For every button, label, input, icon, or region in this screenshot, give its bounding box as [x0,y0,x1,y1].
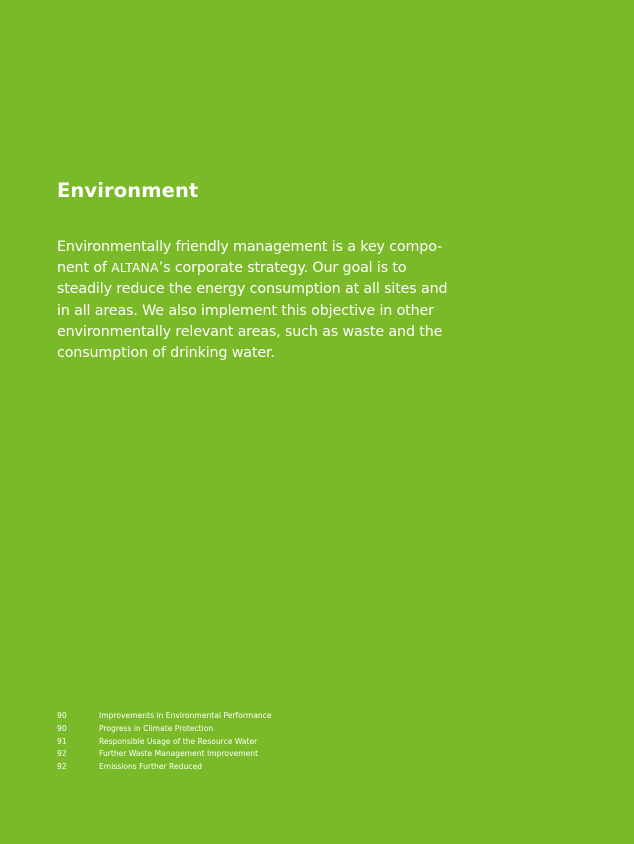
intro-line: environmentally relevant areas, such as waste and the [57,323,443,340]
toc-page-number: 92 [57,762,67,772]
intro-line [57,258,447,279]
section-title: Environment [57,179,199,202]
toc-item[interactable] [57,761,272,774]
table-of-contents [57,710,272,774]
toc-page-number: 90 [57,723,67,733]
toc-title: Improvements in Environmental Performance [99,711,272,720]
toc-title: Emissions Further Reduced [99,762,202,772]
toc-item[interactable] [57,710,272,723]
intro-line-start: nent of [57,260,112,277]
toc-item[interactable] [57,736,272,749]
intro-line: steadily reduce the energy consumption at all sites and [57,281,448,298]
company-name: ALTANA [111,261,159,276]
intro-paragraph [57,237,447,364]
toc-title: Progress in Climate Protection [99,723,214,733]
intro-line: consumption of drinking water. [57,345,275,362]
toc-title: Responsible Usage of the Resource Water [99,736,258,746]
toc-page-number: 91 [57,736,67,746]
toc-title: Further Waste Management Improvement [99,749,259,759]
toc-item[interactable] [57,723,272,736]
toc-page-number: 92 [57,749,67,759]
intro-line: in all areas. We also implement this objective in other [57,302,434,319]
intro-line: Environmentally friendly management is a key compo- [57,239,443,255]
toc-item[interactable] [57,748,272,761]
toc-page-number: 90 [57,711,67,720]
intro-line-end: ’s corporate strategy. Our goal is to [158,260,407,277]
